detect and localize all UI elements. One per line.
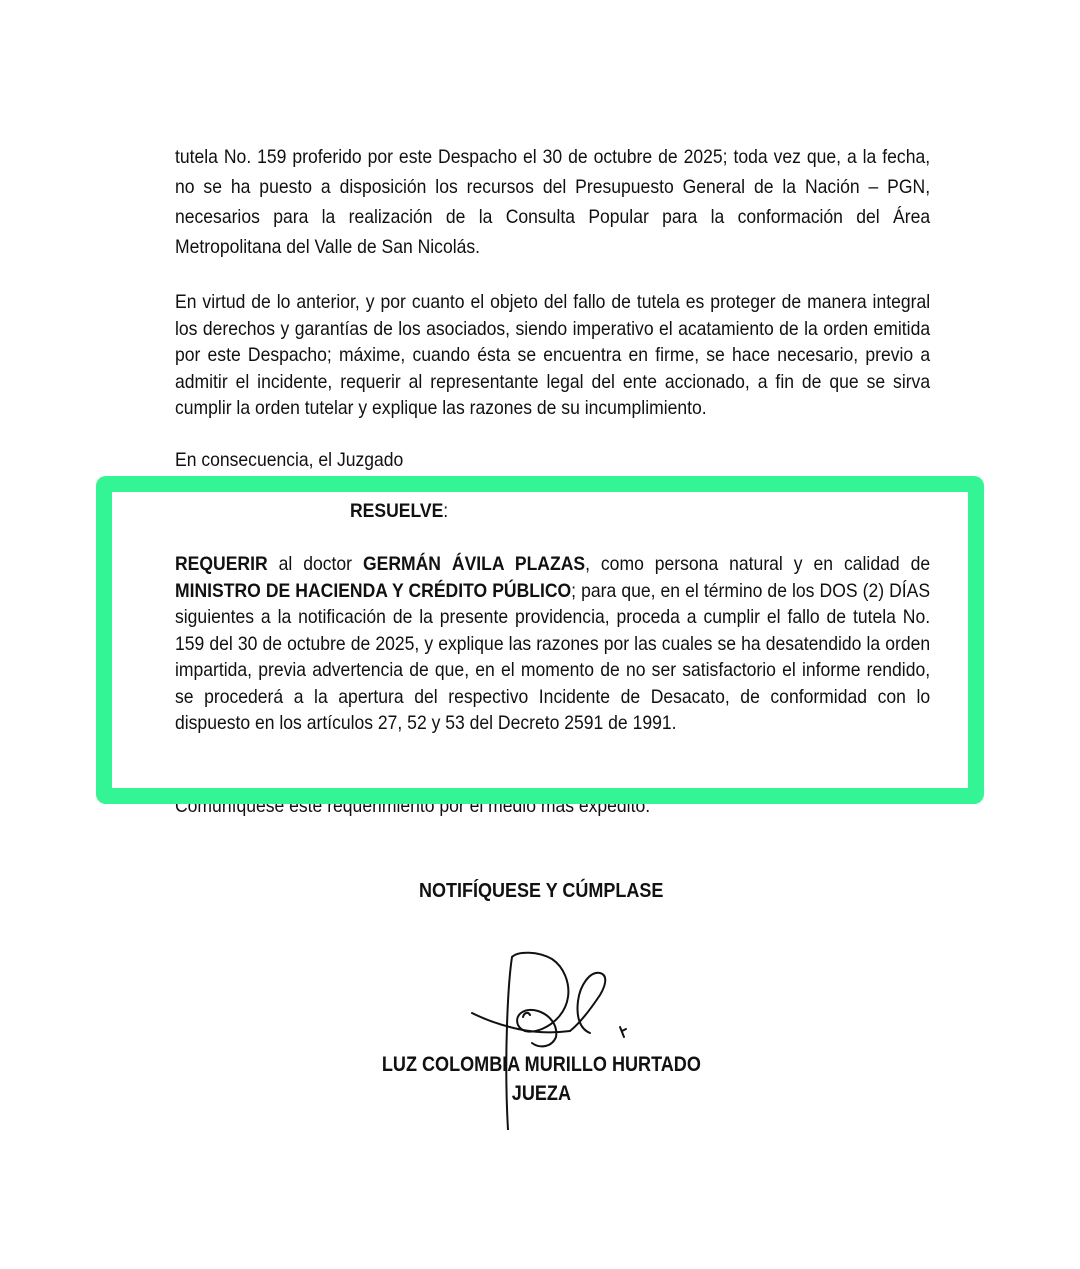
judge-title: JUEZA	[511, 1082, 572, 1105]
requirement-text-3: ; para que, en el término de los DOS (2) DÍAS siguientes a la notificación de la presente providencia, proceda a cumplir el fallo de tutela No. 159 del 30 de octubre de 2025, y explique las razones por las cuales se ha desatendido la orden impartida, previa advertencia de que, en el momento de no ser satisfactorio el informe rendido, se procederá a la apertura del respectivo Incidente de Desacato, de conformidad con lo dispuesto en los artículos 27, 52 y 53 del Decreto 2591 de 1991.	[175, 579, 931, 734]
requirement-office: MINISTRO DE HACIENDA Y CRÉDITO PÚBLICO	[175, 579, 572, 602]
judge-name: LUZ COLOMBIA MURILLO HURTADO	[381, 1053, 701, 1076]
closing-formula: NOTIFÍQUESE Y CÚMPLASE	[419, 880, 664, 902]
resuelve-label: RESUELVE	[350, 500, 444, 522]
resuelve-colon: :	[443, 500, 449, 522]
requirement-person: GERMÁN ÁVILA PLAZAS	[362, 553, 586, 575]
paragraph-communicate: Comuníquese este requerimiento por el medio más expedito.	[175, 795, 651, 817]
requirement-verb: REQUERIR	[175, 553, 268, 575]
requirement-text-1: al doctor	[267, 553, 363, 575]
paragraph-consequence: En consecuencia, el Juzgado	[175, 449, 404, 471]
requirement-text-2: , como persona natural y en calidad de	[585, 553, 931, 575]
paragraph-reasoning: En virtud de lo anterior, y por cuanto el objeto del fallo de tutela es proteger de manera integral los derechos y garantías de los asociados, siendo imperativo el acatamiento de la orden emitida por este Despacho; máxime, cuando ésta se encuentra en firme, se hace necesario, previo a admitir el incidente, requerir al representante legal del ente accionado, a fin de que se sirva cumplir la orden tutelar y explique las razones de su incumplimiento.	[175, 291, 931, 419]
paragraph-tutela-reference: tutela No. 159 proferido por este Despacho el 30 de octubre de 2025; toda vez que, a la fecha, no se ha puesto a disposición los recursos del Presupuesto General de la Nación – PGN, necesarios para la realización de la Consulta Popular para la conformación del Área Metropolitana del Valle de San Nicolás.	[175, 146, 931, 258]
highlight-box	[96, 476, 984, 804]
